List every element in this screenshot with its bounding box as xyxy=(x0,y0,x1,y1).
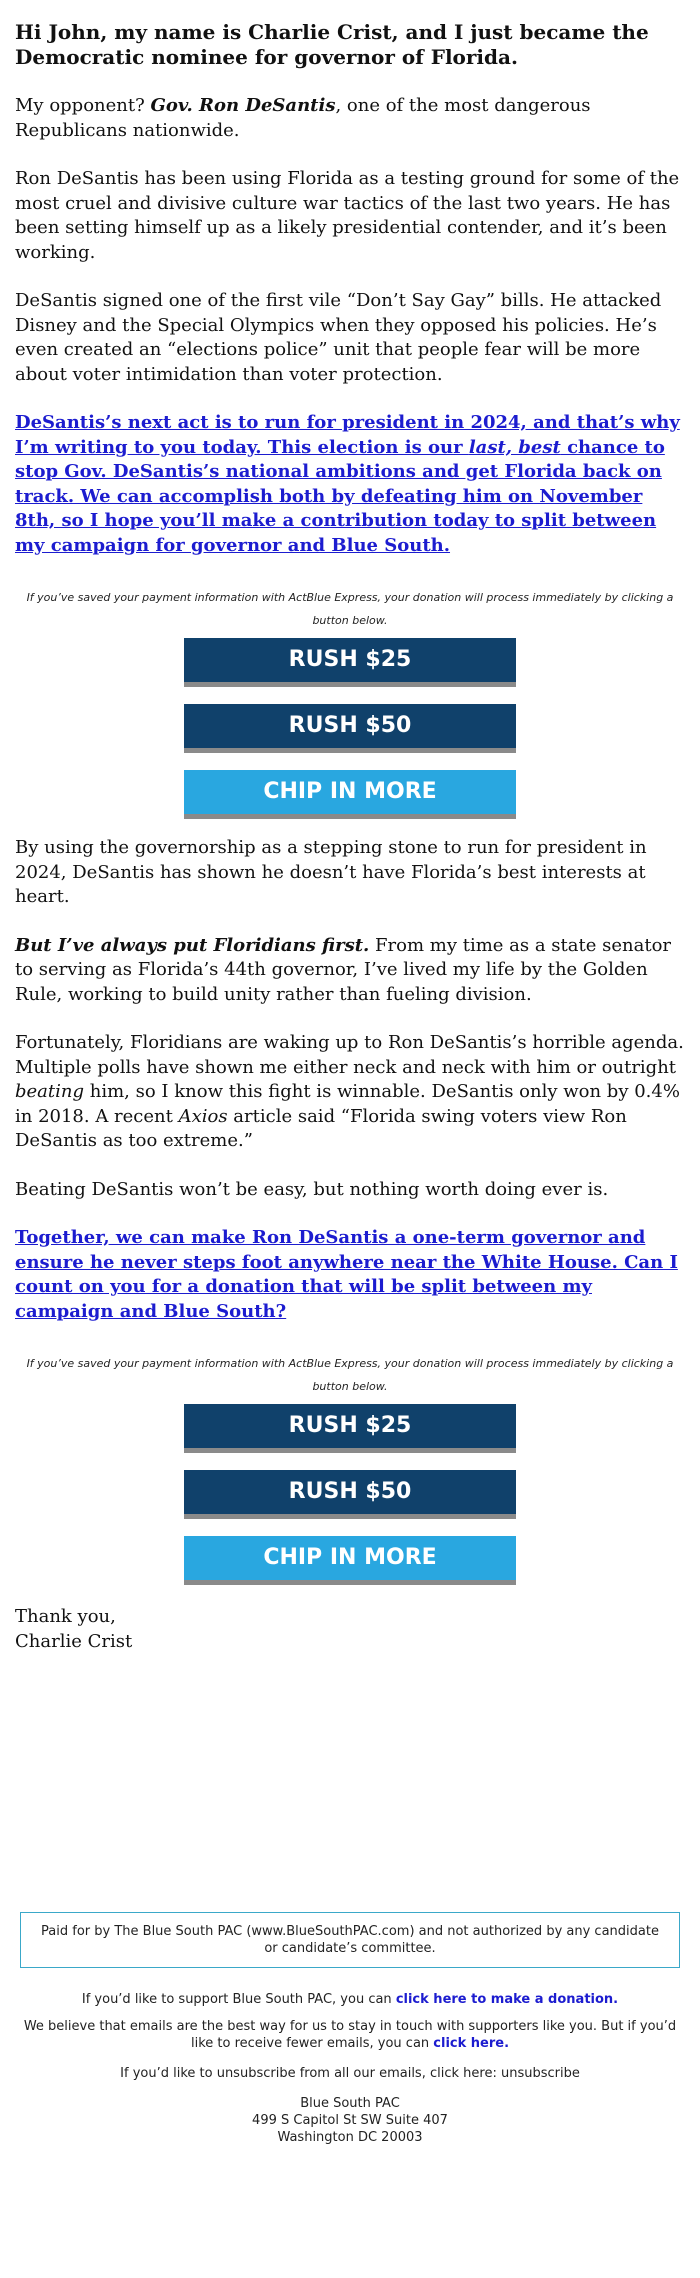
donation-buttons-2 xyxy=(184,1404,516,1585)
footer-text: If you’d like to support Blue South PAC, you can xyxy=(81,1992,396,2007)
donate-link-paragraph-1 xyxy=(15,411,685,558)
paragraph-text: him, so I know this fight is winnable. DeSantis only won by 0.4% in 2018. A recent xyxy=(15,1081,680,1127)
signoff xyxy=(15,1605,685,1654)
donation-buttons-1 xyxy=(184,638,516,819)
link-text: DeSantis’s next act is to run for president in 2024, and that’s why I’m writing to you today. This election is our xyxy=(15,412,680,458)
signoff-line: Thank you, xyxy=(15,1606,116,1627)
footer-text: If you’d like to unsubscribe from all our emails, click here: xyxy=(120,2066,501,2081)
paragraph-testing-ground: Ron DeSantis has been using Florida as a testing ground for some of the most cruel and divisive culture war tactics of the last two years. He has been setting himself up as a likely presidential contender, and it’s been working. xyxy=(15,168,680,263)
paragraph-text: , one of the most dangerous Republicans nationwide. xyxy=(15,95,591,141)
paragraph-dont-say-gay: DeSantis signed one of the first vile “Don’t Say Gay” bills. He attacked Disney and the Special Olympics when they opposed his policies. He’s even created an “elections police” unit that people fear will be more about voter intimidation than voter protection. xyxy=(15,290,662,385)
paragraph-not-easy: Beating DeSantis won’t be easy, but nothing worth doing ever is. xyxy=(15,1178,609,1200)
donate-link-2[interactable]: Together, we can make Ron DeSantis a one-term governor and ensure he never steps foot anywhere near the White House. Can I count on you for a donation that will be split between my campaign and Blue South? xyxy=(15,1227,678,1322)
intro-heading: Hi John, my name is Charlie Crist, and I just became the Democratic nominee for governor of Florida. xyxy=(15,20,649,69)
signature-name: Charlie Crist xyxy=(15,1630,133,1652)
rush-25-button[interactable]: RUSH $25 xyxy=(184,1404,516,1453)
paragraph-opponent xyxy=(15,94,685,143)
unsubscribe-link[interactable]: unsubscribe xyxy=(500,2066,580,2081)
actblue-note-1: If you’ve saved your payment information with ActBlue Express, your donation will process immediately by clicking a button below. xyxy=(26,591,674,627)
footer-text: We believe that emails are the best way for us to stay in touch with supporters like you. But if you’d like to receive fewer emails, you can xyxy=(23,2019,677,2051)
paragraph-text: article said “Florida swing voters view Ron DeSantis as too extreme.” xyxy=(15,1105,627,1151)
emphasis-text: beating xyxy=(15,1081,85,1102)
make-donation-link[interactable]: click here to make a donation. xyxy=(395,1992,619,2007)
unsubscribe-line xyxy=(15,2065,685,2082)
paragraph-polls xyxy=(15,1031,685,1154)
paragraph-floridians-first xyxy=(15,934,685,1008)
chip-in-more-button[interactable]: CHIP IN MORE xyxy=(184,1536,516,1585)
paragraph-text: From my time as a state senator to serving as Florida’s 44th governor, I’ve lived my life by the Golden Rule, working to build unity rather than fueling division. xyxy=(15,934,672,1005)
fewer-emails-link[interactable]: click here. xyxy=(433,2036,510,2051)
publication-name: Axios xyxy=(178,1105,228,1127)
donate-link-paragraph-2 xyxy=(15,1226,685,1324)
org-name: Blue South PAC xyxy=(300,2096,400,2111)
paragraph-text: My opponent? xyxy=(15,95,151,116)
chip-in-more-button[interactable]: CHIP IN MORE xyxy=(184,770,516,819)
mailing-address xyxy=(15,2095,685,2146)
emphasis-text: But I’ve always put Floridians first. xyxy=(15,934,370,956)
fewer-emails-line xyxy=(15,2018,685,2052)
support-line xyxy=(15,1991,685,2008)
opponent-name: Gov. Ron DeSantis xyxy=(150,95,336,116)
rush-25-button[interactable]: RUSH $25 xyxy=(184,638,516,687)
actblue-note-2: If you’ve saved your payment information with ActBlue Express, your donation will process immediately by clicking a button below. xyxy=(26,1357,674,1393)
paragraph-text: Fortunately, Floridians are waking up to Ron DeSantis’s horrible agenda. Multiple polls have shown me either neck and neck with him or outright xyxy=(15,1032,684,1078)
link-emphasis: last, best xyxy=(468,436,561,458)
paid-for-disclaimer: Paid for by The Blue South PAC (www.BlueSouthPAC.com) and not authorized by any candidate or candidate’s committee. xyxy=(20,1912,680,1968)
rush-50-button[interactable]: RUSH $50 xyxy=(184,704,516,753)
address-line: Washington DC 20003 xyxy=(277,2130,423,2145)
donate-link-1[interactable] xyxy=(15,412,680,556)
address-line: 499 S Capitol St SW Suite 407 xyxy=(252,2113,448,2128)
rush-50-button[interactable]: RUSH $50 xyxy=(184,1470,516,1519)
paragraph-stepping-stone: By using the governorship as a stepping stone to run for president in 2024, DeSantis has shown he doesn’t have Florida’s best interests at heart. xyxy=(15,837,647,907)
link-text: chance to stop Gov. DeSantis’s national ambitions and get Florida back on track. We can accomplish both by defeating him on November 8th, so I hope you’ll make a contribution today to split between my campaign for governor and Blue South. xyxy=(15,436,665,556)
footer xyxy=(15,1912,685,2146)
